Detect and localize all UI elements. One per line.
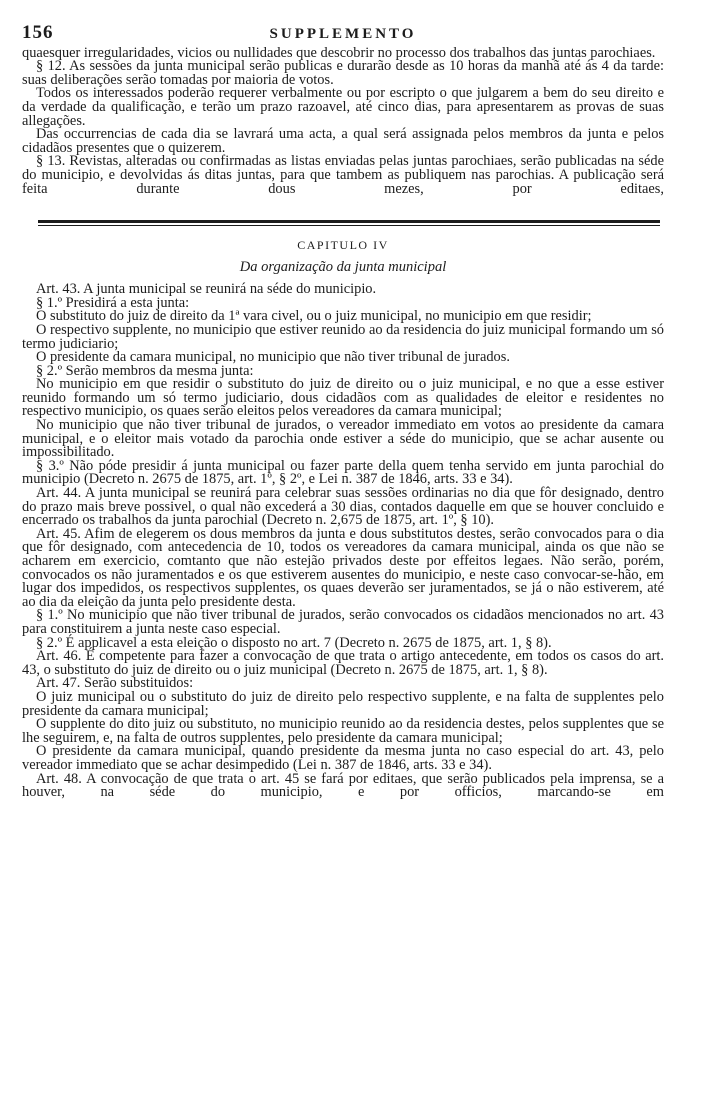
section-divider bbox=[38, 220, 660, 226]
page-number: 156 bbox=[22, 22, 54, 43]
top-section bbox=[22, 44, 664, 197]
paragraph: § 1.º No municipio que não tiver tribunal de jurados, serão convocados os cidadãos mencionados no art. 43 para constituirem a junta neste caso especial. bbox=[22, 607, 664, 637]
paragraph: No municipio que não tiver tribunal de jurados, o vereador immediato em votos ao presidente da camara municipal, e o eleitor mais votado da parochia onde estiver a séde do municipio, que se achar ausente ou impossibilitado. bbox=[22, 417, 664, 461]
chapter-subtitle: Da organização da junta municipal bbox=[239, 259, 447, 276]
article-paragraph: Art. 46. É competente para fazer a convocação de que trata o artigo antecedente, em todos os casos do art. 43, o substituto do juiz de direito ou o juiz municipal (Decreto n. 2675 de 1875, art. 1, § 8). bbox=[22, 648, 664, 678]
page-header bbox=[22, 22, 664, 43]
paragraph: § 2.º É applicavel a esta eleição o disposto no art. 7 (Decreto n. 2675 de 1875, art. 1, § 8). bbox=[36, 634, 552, 651]
main-section bbox=[22, 283, 664, 800]
paragraph: No municipio em que residir o substituto do juiz de direito ou o juiz municipal, e no que a esse estiver reunido formando um só termo judiciario, dous cidadãos com as qualidades de eleitor e residentes no respectivo municipio, os quaes serão eleitos pelos vereadores da camara municipal; bbox=[22, 376, 664, 420]
paragraph: O respectivo supplente, no municipio que estiver reunido ao da residencia do juiz municipal formando um só termo judiciario; bbox=[22, 321, 664, 352]
paragraph: O substituto do juiz de direito da 1ª vara civel, ou o juiz municipal, no municipio em que residir; bbox=[36, 308, 592, 325]
chapter-title: CAPITULO IV bbox=[297, 238, 389, 253]
paragraph: § 2.º Serão membros da mesma junta: bbox=[36, 362, 254, 379]
article-paragraph: Art. 48. A convocação de que trata o art. 45 se fará por editaes, que serão publicados pela imprensa, se a houver, na séde do municipio, e por officios, marcando-se em bbox=[22, 770, 664, 801]
paragraph: Das occurrencias de cada dia se lavrará uma acta, a qual será assignada pelos membros da junta e pelos cidadãos presentes que o quizerem. bbox=[22, 126, 664, 156]
double-rule bbox=[38, 220, 660, 226]
article-paragraph: Art. 45. Afim de elegerem os dous membros da junta e dous substitutos destes, serão convocados para o dia que fôr designado, com antecedencia de 10, todos os vereadores da camara municipal, ainda os que não se acharem em exercicio, comtanto que não estejão privados deste por effeitos legaes. Não serão, porém, convocados os não juramentados e os que estiverem ausentes do municipio, e neste caso convocar-se-hão, em lugar dos impedidos, os respectivos supplentes, os quaes deverão ser juramentados, se já o não estiverem, até ao dia da eleição da junta pelo presidente desta. bbox=[22, 525, 664, 610]
paragraph: § 3.º Não póde presidir á junta municipal ou fazer parte della quem tenha servido em junta parochial do municipio (Decreto n. 2675 de 1875, art. 1º, § 2º, e Lei n. 387 de 1846, arts. 33 e 34). bbox=[22, 457, 664, 488]
paragraph: § 1.º Presidirá a esta junta: bbox=[36, 294, 190, 311]
article-paragraph: Art. 44. A junta municipal se reunirá para celebrar suas sessões ordinarias no dia que fôr designado, dentro do prazo mais breve possivel, o qual não excederá a 30 dias, contados daquelle em que se houver concluido e encerrado os trabalhos da junta parochial (Decreto n. 2,675 de 1875, art. 1º, § 10). bbox=[22, 485, 664, 529]
article-paragraph: Art. 47. Serão substituidos: bbox=[36, 675, 194, 692]
paragraph: Todos os interessados poderão requerer verbalmente ou por escripto o que julgarem a bem do seu direito e da verdade da qualificação, e terão um prazo razoavel, até cinco dias, para apresentarem as provas de suas allegações. bbox=[22, 85, 664, 129]
running-title: SUPPLEMENTO bbox=[269, 26, 417, 42]
paragraph: § 12. As sessões da junta municipal serão publicas e durarão desde as 10 horas da manhã até ás 4 da tarde: suas deliberações serão tomadas por maioria de votos. bbox=[22, 58, 664, 88]
article-paragraph: Art. 43. A junta municipal se reunirá na séde do municipio. bbox=[36, 281, 377, 298]
paragraph: O juiz municipal ou o substituto do juiz de direito pelo respectivo supplente, e na falta de supplentes pelo presidente da camara municipal; bbox=[22, 688, 664, 719]
paragraph: O supplente do dito juiz ou substituto, no municipio reunido ao da residencia destes, pelos supplentes que se lhe seguirem, e, na falta de outros supplentes, pelo presidente da camara municipal; bbox=[22, 716, 664, 746]
paragraph: § 13. Revistas, alteradas ou confirmadas as listas enviadas pelas juntas parochiaes, serão publicadas na séde do municipio, e devolvidas ás ditas juntas, para que tambem as publiquem nas parochias. A publicação será feita durante dous mezes, por editaes, bbox=[22, 153, 664, 197]
paragraph: O presidente da camara municipal, quando presidente da mesma junta no caso especial do art. 43, pelo vereador immediato que se achar desimpedido (Lei n. 387 de 1846, arts. 33 e 34). bbox=[22, 743, 664, 773]
paragraph: quaesquer irregularidades, vicios ou nullidades que descobrir no processo dos trabalhos das juntas parochiaes. bbox=[22, 44, 656, 61]
paragraph: O presidente da camara municipal, no municipio que não tiver tribunal de jurados. bbox=[36, 349, 510, 366]
